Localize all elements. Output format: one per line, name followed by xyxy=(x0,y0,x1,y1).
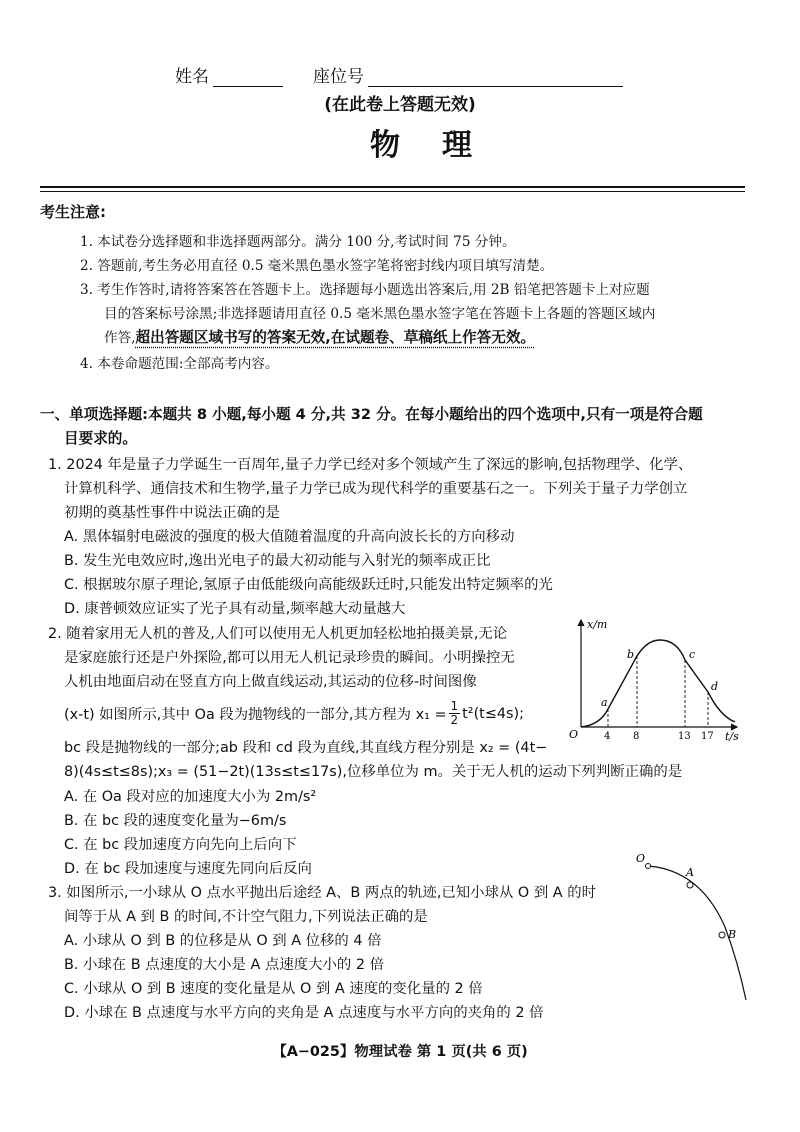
q2-stem-line6: 8)(4s≤t≤8s);x₃ = (51−2t)(13s≤t≤17s),位移单位为 m。关于无人机的运动下列判断正确的是 xyxy=(64,764,683,780)
notice-item-2: 2. 答题前,考生务必用直径 0.5 毫米黑色墨水签字笔将密封线内项目填写清楚。 xyxy=(80,258,554,274)
q2-fraction-num: 1 xyxy=(450,699,459,713)
q2-stem-line4-b: t²(t≤4s); xyxy=(462,705,524,722)
q3-point-a xyxy=(687,882,693,888)
q1-option-a: A. 黑体辐射电磁波的强度的极大值随着温度的升高向波长长的方向移动 xyxy=(64,529,515,545)
q2-x-axis-label: t/s xyxy=(725,730,739,742)
notice-item-3a: 3. 考生作答时,请将答案答在答题卡上。选择题每小题选出答案后,用 2B 铅笔把答题卡上对应题 xyxy=(80,282,650,298)
q2-xt-graph xyxy=(565,612,745,742)
notice-item-3c-emphasis: 超出答题区域书写的答案无效,在试题卷、草稿纸上作答无效。 xyxy=(135,329,536,346)
q2-option-c: C. 在 bc 段加速度方向先向上后向下 xyxy=(64,837,297,853)
header-divider-thin xyxy=(40,191,745,192)
seat-label: 座位号 xyxy=(313,67,364,87)
q2-tick-4: 4 xyxy=(604,731,611,742)
section1-heading-cont: 目要求的。 xyxy=(64,430,137,447)
q1-stem-line2: 计算机科学、通信技术和生物学,量子力学已成为现代科学的重要基石之一。下列关于量子力学创立 xyxy=(64,481,688,497)
q2-stem-line2: 是家庭旅行还是户外探险,都可以用无人机记录珍贵的瞬间。小明操控无 xyxy=(64,650,515,666)
q1-option-b: B. 发生光电效应时,逸出光电子的最大初动能与入射光的频率成正比 xyxy=(64,553,491,569)
q2-fraction xyxy=(449,700,461,727)
q3-trajectory-figure xyxy=(630,852,760,1002)
q3-stem-line2: 间等于从 A 到 B 的时间,不计空气阻力,下列说法正确的是 xyxy=(64,909,428,925)
name-blank xyxy=(213,68,283,87)
notice-item-3c-plain: 作答, xyxy=(104,330,136,346)
q2-origin-label: O xyxy=(569,728,579,741)
invalid-note: (在此卷上答题无效) xyxy=(324,95,476,115)
q1-option-d: D. 康普顿效应证实了光子具有动量,频率越大动量越大 xyxy=(64,601,406,617)
q1-stem-line1: 1. 2024 年是量子力学诞生一百周年,量子力学已经对多个领域产生了深远的影响,包括物理学、化学、 xyxy=(48,457,693,473)
q2-option-a: A. 在 Oa 段对应的加速度大小为 2m/s² xyxy=(64,789,317,805)
section1-heading: 一、单项选择题:本题共 8 小题,每小题 4 分,共 32 分。在每小题给出的四个选项中,只有一项是符合题 xyxy=(40,406,703,423)
q1-option-c: C. 根据玻尔原子理论,氢原子由低能级向高能级跃迁时,只能发出特定频率的光 xyxy=(64,577,553,593)
q3-option-c: C. 小球从 O 到 B 速度的变化量是从 O 到 A 速度的变化量的 2 倍 xyxy=(64,981,483,997)
notice-item-1: 1. 本试卷分选择题和非选择题两部分。满分 100 分,考试时间 75 分钟。 xyxy=(80,234,516,250)
q3-label-a: A xyxy=(686,866,694,879)
q2-fraction-den: 2 xyxy=(450,713,459,727)
header-divider xyxy=(40,186,745,188)
q2-tick-8: 8 xyxy=(633,731,640,742)
q2-option-b: B. 在 bc 段的速度变化量为−6m/s xyxy=(64,813,287,829)
q3-point-o xyxy=(646,864,651,869)
q3-option-b: B. 小球在 B 点速度的大小是 A 点速度大小的 2 倍 xyxy=(64,957,384,973)
page-footer: 【A−025】物理试卷 第 1 页(共 6 页) xyxy=(272,1044,528,1060)
seat-blank xyxy=(368,68,623,87)
q3-label-b: B xyxy=(728,928,737,941)
q3-option-d: D. 小球在 B 点速度与水平方向的夹角是 A 点速度与水平方向的夹角的 2 倍 xyxy=(64,1005,544,1021)
q2-stem-line3: 人机由地面启动在竖直方向上做直线运动,其运动的位移-时间图像 xyxy=(64,674,477,690)
q2-stem-line4 xyxy=(64,700,524,727)
q2-point-b: b xyxy=(627,648,635,661)
q2-y-axis-label: x/m xyxy=(587,618,608,631)
q2-option-d: D. 在 bc 段加速度与速度先同向后反向 xyxy=(64,861,312,877)
name-seat-row xyxy=(175,62,623,87)
q3-option-a: A. 小球从 O 到 B 的位移是从 O 到 A 位移的 4 倍 xyxy=(64,933,382,949)
notice-item-4: 4. 本卷命题范围:全部高考内容。 xyxy=(80,356,279,372)
notice-item-3c xyxy=(104,326,535,347)
q2-point-a: a xyxy=(601,696,608,709)
q3-label-o: O xyxy=(636,852,646,865)
name-label: 姓名 xyxy=(175,67,209,87)
subject-title: 物理 xyxy=(370,128,514,163)
q2-stem-line4-a: (x-t) 如图所示,其中 Oa 段为抛物线的一部分,其方程为 x₁ = xyxy=(64,707,447,723)
notice-title: 考生注意: xyxy=(40,203,106,221)
q2-tick-17: 17 xyxy=(701,731,714,742)
q2-stem-line5: bc 段是抛物线的一部分;ab 段和 cd 段为直线,其直线方程分别是 x₂ = (4t− xyxy=(64,740,548,756)
q2-stem-line1: 2. 随着家用无人机的普及,人们可以使用无人机更加轻松地拍摄美景,无论 xyxy=(48,626,508,642)
q1-stem-line3: 初期的奠基性事件中说法正确的是 xyxy=(64,505,280,521)
q2-tick-13: 13 xyxy=(678,731,691,742)
q2-point-d: d xyxy=(711,680,719,693)
notice-item-3b: 目的答案标号涂黑;非选择题请用直径 0.5 毫米黑色墨水签字笔在答题卡上各题的答题区域内 xyxy=(104,306,656,322)
q3-point-b xyxy=(719,932,725,938)
q2-point-c: c xyxy=(689,648,696,661)
q3-stem-line1: 3. 如图所示,一小球从 O 点水平抛出后途经 A、B 两点的轨迹,已知小球从 O 到 A 的时 xyxy=(48,885,596,901)
